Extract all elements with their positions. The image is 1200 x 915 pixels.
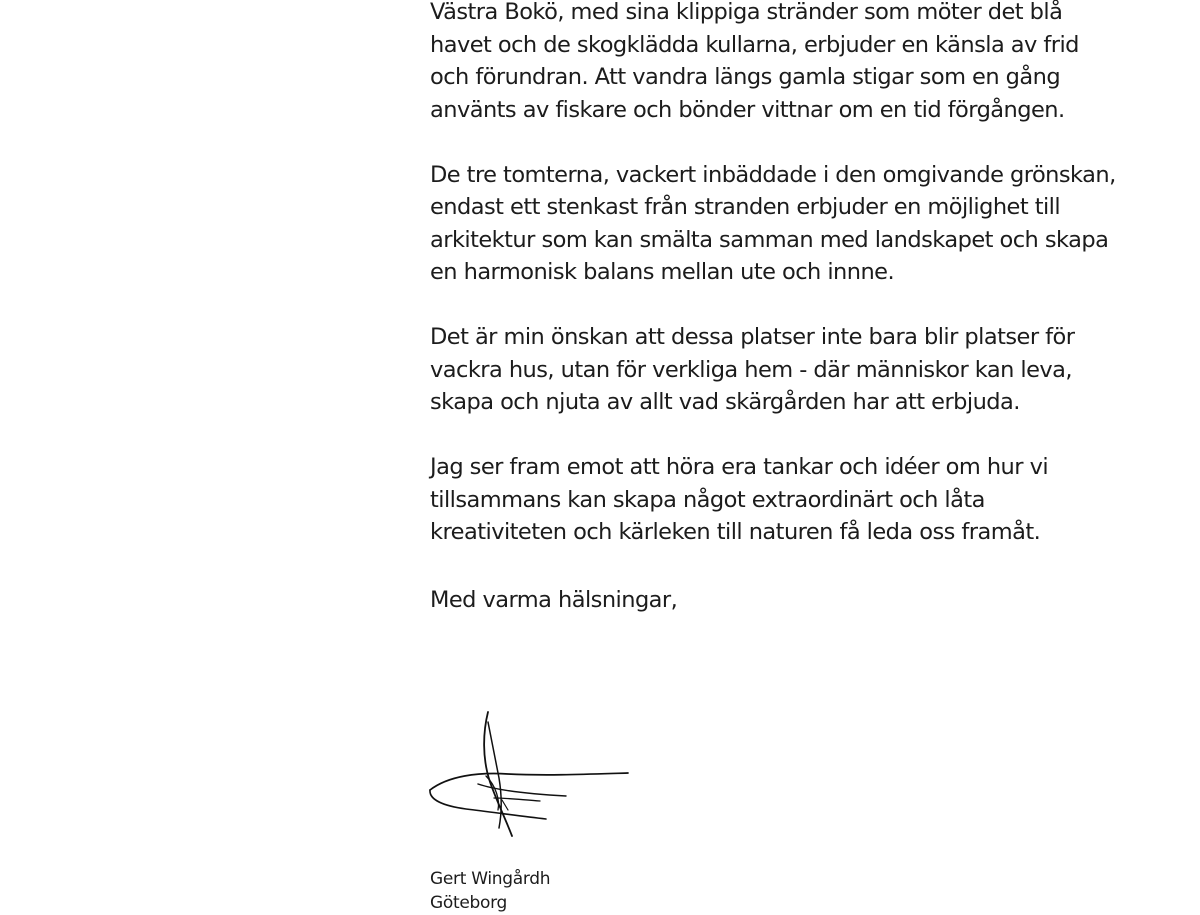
paragraph-line: skapa och njuta av allt vad skärgården har att erbjuda. <box>430 389 1020 415</box>
paragraph-line: arkitektur som kan smälta samman med landskapet och skapa <box>430 226 1109 253</box>
paragraph-line: Det är min önskan att dessa platser inte bara blir platser för <box>430 324 1075 350</box>
paragraph-line: De tre tomterna, vackert inbäddade i den omgivande grönskan, <box>430 161 1116 188</box>
paragraph-2 <box>430 159 1170 289</box>
signer-name: Gert Wingårdh <box>430 869 551 889</box>
paragraph-3 <box>430 321 1170 419</box>
signature-stroke <box>502 800 508 810</box>
paragraph-4 <box>430 451 1170 549</box>
paragraph-line: kreativiteten och kärleken till naturen få leda oss framåt. <box>430 519 1041 545</box>
closing-salutation: Med varma hälsningar, <box>430 587 678 613</box>
signature-stroke <box>430 773 628 790</box>
paragraph-1 <box>430 0 1170 126</box>
signature-stroke <box>430 790 546 819</box>
handwritten-signature <box>426 706 636 846</box>
paragraph-line: endast ett stenkast från stranden erbjuder en möjlighet till <box>430 194 1061 220</box>
paragraph-line: vackra hus, utan för verkliga hem - där människor kan leva, <box>430 356 1073 383</box>
paragraph-line: Jag ser fram emot att höra era tankar och idéer om hur vi <box>430 454 1049 480</box>
paragraph-line: tillsammans kan skapa något extraordinärt och låta <box>430 486 985 513</box>
paragraph-line: Västra Bokö, med sina klippiga stränder som möter det blå <box>430 0 1063 25</box>
paragraph-line: en harmonisk balans mellan ute och innne. <box>430 259 895 285</box>
signature-stroke <box>486 776 499 810</box>
paragraph-line: och förundran. Att vandra längs gamla stigar som en gång <box>430 64 1061 90</box>
signer-city: Göteborg <box>430 893 507 913</box>
letter-body <box>430 0 1170 581</box>
paragraph-line: havet och de skogklädda kullarna, erbjuder en känsla av frid <box>430 31 1079 58</box>
paragraph-line: använts av fiskare och bönder vittnar om en tid förgången. <box>430 96 1065 123</box>
